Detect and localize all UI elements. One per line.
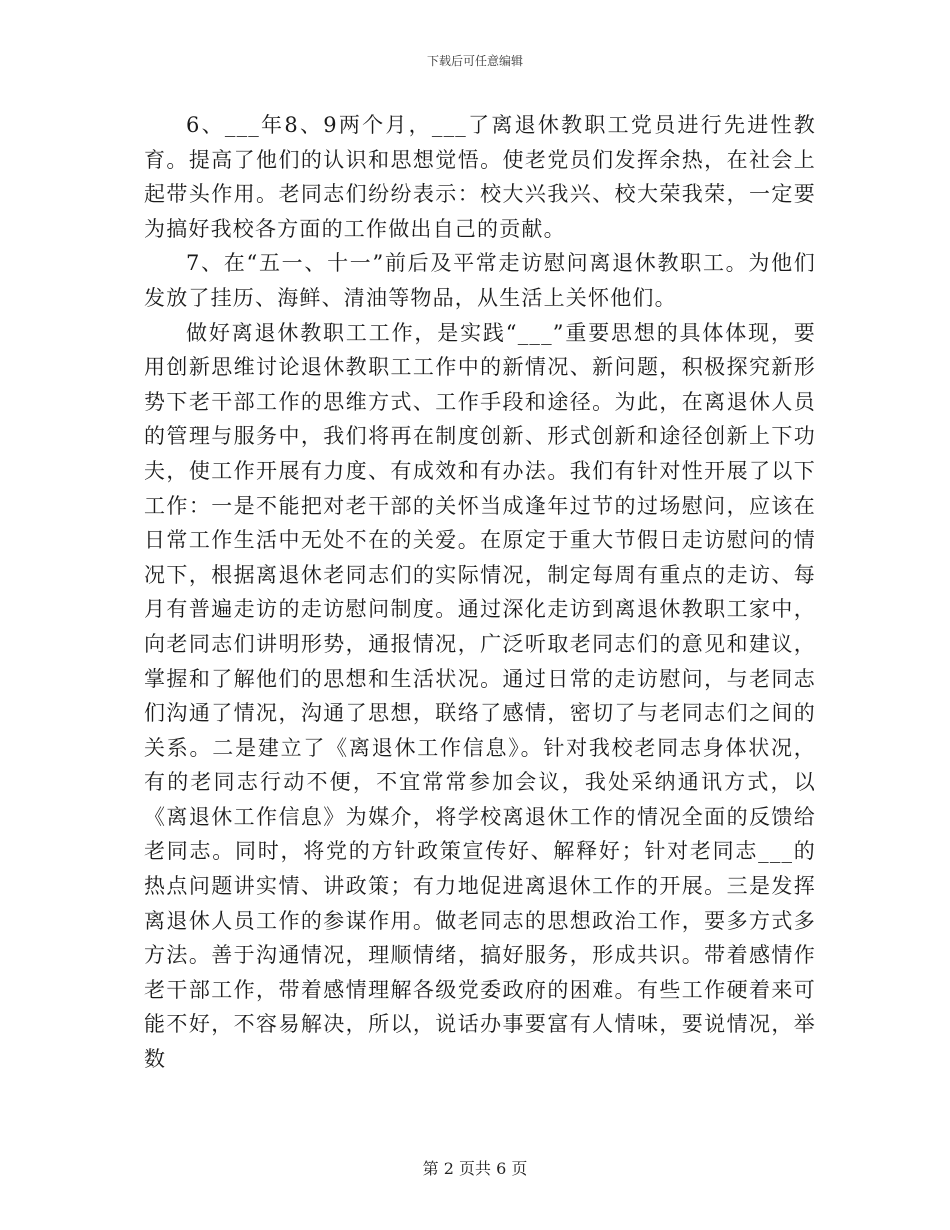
- document-body: [144, 108, 816, 1077]
- paragraph-item-6: 6、___年8、9两个月，___了离退休教职工党员进行先进性教育。提高了他们的认识和思想觉悟。使老党员们发挥余热，在社会上起带头作用。老同志们纷纷表示：校大兴我兴、校大荣我荣，一定要为搞好我校各方面的工作做出自己的贡献。: [144, 113, 816, 241]
- paragraph-retiree-work: 做好离退休教职工工作，是实践“___”重要思想的具体体现，要用创新思维讨论退休教职工工作中的新情况、新问题，积极探究新形势下老干部工作的思维方式、工作手段和途径。为此，在离退休人员的管理与服务中，我们将再在制度创新、形式创新和途径创新上下功夫，使工作开展有力度、有成效和有办法。我们有针对性开展了以下工作：一是不能把对老干部的关怀当成逢年过节的过场慰问，应该在日常工作生活中无处不在的关爱。在原定于重大节假日走访慰问的情况下，根据离退休老同志们的实际情况，制定每周有重点的走访、每月有普遍走访的走访慰问制度。通过深化走访到离退休教职工家中，向老同志们讲明形势，通报情况，广泛听取老同志们的意见和建议，掌握和了解他们的思想和生活状况。通过日常的走访慰问，与老同志们沟通了情况，沟通了思想，联络了感情，密切了与老同志们之间的关系。二是建立了《离退休工作信息》。针对我校老同志身体状况，有的老同志行动不便，不宜常常参加会议，我处采纳通讯方式，以《离退休工作信息》为媒介，将学校离退休工作的情况全面的反馈给老同志。同时，将党的方针政策宣传好、解释好；针对老同志___的热点问题讲实情、讲政策；有力地促进离退休工作的开展。三是发挥离退休人员工作的参谋作用。做老同志的思想政治工作，要多方式多方法。善于沟通情况，理顺情绪，搞好服务，形成共识。带着感情作老干部工作，带着感情理解各级党委政府的困难。有些工作硬着来可能不好，不容易解决，所以，说话办事要富有人情味，要说情况，举数: [144, 320, 816, 1072]
- page-header: 下载后可任意编辑: [426, 54, 523, 68]
- page-footer: 第 2 页共 6 页: [422, 1159, 528, 1178]
- paragraph-item-7: 7、在“五一、十一”前后及平常走访慰问离退休教职工。为他们发放了挂历、海鲜、清油等物品，从生活上关怀他们。: [144, 251, 816, 310]
